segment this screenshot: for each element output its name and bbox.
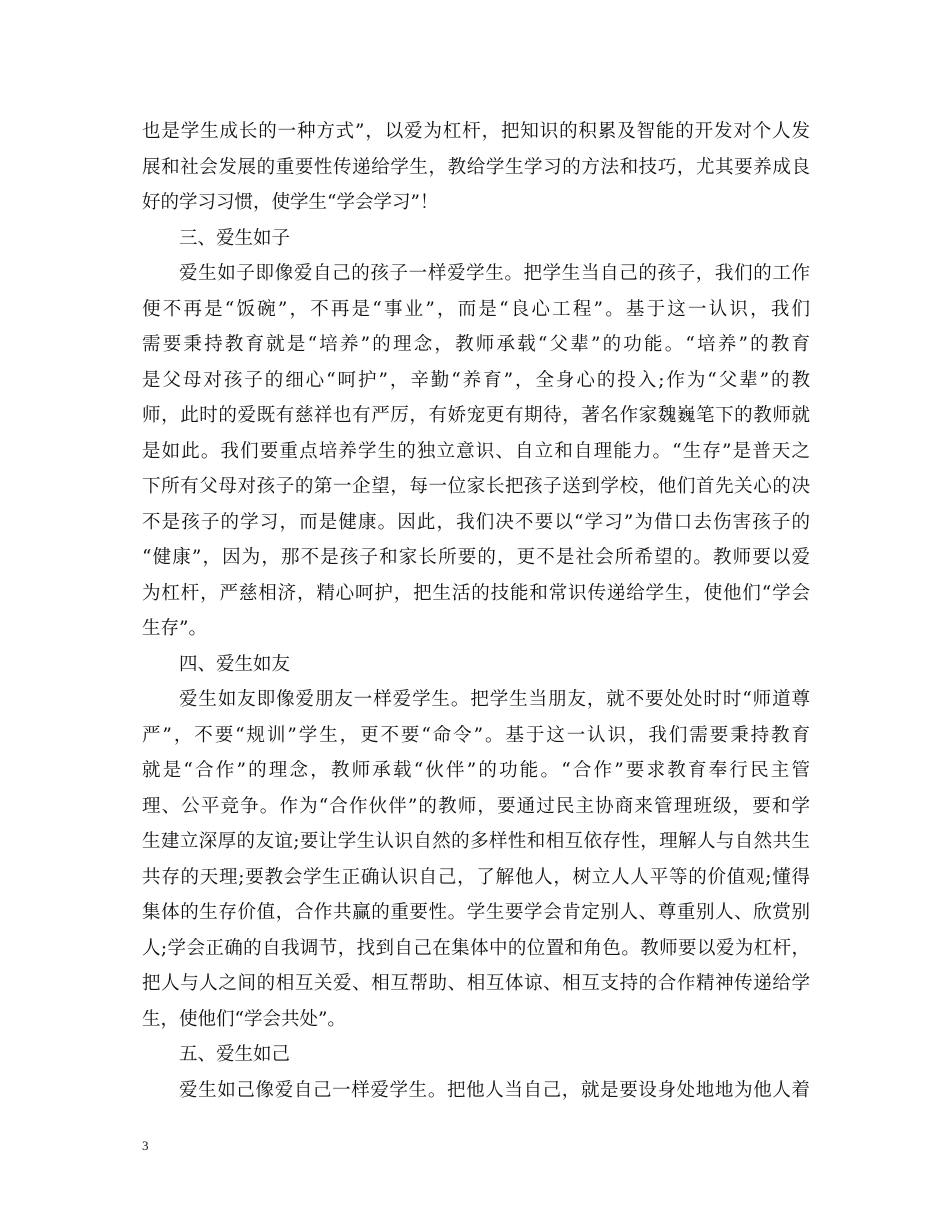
text-line: 为杠杆，严慈相济，精心呵护，把生活的技能和常识传递给学生，使他们“学会 bbox=[142, 582, 810, 604]
text-line: 生，使他们“学会共处”。 bbox=[142, 1008, 346, 1030]
text-line: 师，此时的爱既有慈祥也有严厉，有娇宠更有期待，著名作家魏巍笔下的教师就 bbox=[142, 405, 810, 426]
text-line: 生存”。 bbox=[142, 618, 207, 639]
text-line: 生建立深厚的友谊;要让学生认识自然的多样性和相互依存性，理解人与自然共生 bbox=[142, 831, 810, 852]
text-line: 下所有父母对孩子的第一企望，每一位家长把孩子送到学校，他们首先关心的决 bbox=[142, 476, 810, 497]
text-line: 好的学习习惯，使学生“学会学习”！ bbox=[142, 192, 439, 213]
text-line: 需要秉持教育就是“培养”的理念，教师承载“父辈”的功能。“培养”的教育 bbox=[142, 334, 810, 355]
text-line: 理、公平竞争。作为“合作伙伴”的教师，要通过民主协商来管理班级，要和学 bbox=[142, 795, 810, 817]
text-line: 也是学生成长的一种方式”，以爱为杠杆，把知识的积累及智能的开发对个人发 bbox=[142, 121, 810, 142]
text-line: 把人与人之间的相互关爱、相互帮助、相互体谅、相互支持的合作精神传递给学 bbox=[142, 973, 810, 994]
body-text bbox=[142, 114, 810, 1108]
text-line: “健康”，因为，那不是孩子和家长所要的，更不是社会所希望的。教师要以爱 bbox=[142, 547, 810, 568]
text-line: 就是“合作”的理念，教师承载“伙伴”的功能。“合作”要求教育奉行民主管 bbox=[142, 760, 810, 781]
text-line: 展和社会发展的重要性传递给学生，教给学生学习的方法和技巧，尤其要养成良 bbox=[142, 156, 810, 178]
text-line: 共存的天理;要教会学生正确认识自己，了解他人，树立人人平等的价值观;懂得 bbox=[142, 866, 810, 888]
text-line: 不是孩子的学习，而是健康。因此，我们决不要以“学习”为借口去伤害孩子的 bbox=[142, 511, 810, 533]
text-line: 集体的生存价值，合作共赢的重要性。学生要学会肯定别人、尊重别人、欣赏别 bbox=[142, 902, 810, 923]
text-line: 爱生如友即像爱朋友一样爱学生。把学生当朋友，就不要处处时时“师道尊 bbox=[179, 689, 810, 710]
text-line: 爱生如己像爱自己一样爱学生。把他人当自己，就是要设身处地地为他人着 bbox=[179, 1079, 810, 1101]
text-line: 便不再是“饭碗”，不再是“事业”，而是“良心工程”。基于这一认识，我们 bbox=[142, 298, 810, 320]
page-number: 3 bbox=[142, 1138, 149, 1153]
text-line: 严”，不要“规训”学生，更不要“命令”。基于这一认识，我们需要秉持教育 bbox=[142, 724, 810, 746]
text-line: 爱生如子即像爱自己的孩子一样爱学生。把学生当自己的孩子，我们的工作 bbox=[179, 263, 810, 284]
text-line: 是父母对孩子的细心“呵护”，辛勤“养育”，全身心的投入;作为“父辈”的教 bbox=[142, 369, 810, 391]
text-line: 人;学会正确的自我调节，找到自己在集体中的位置和角色。教师要以爱为杠杆， bbox=[142, 937, 810, 959]
text-line: 三、爱生如子 bbox=[179, 227, 291, 249]
text-line: 五、爱生如己 bbox=[179, 1044, 291, 1065]
text-line: 四、爱生如友 bbox=[179, 653, 291, 675]
text-line: 是如此。我们要重点培养学生的独立意识、自立和自理能力。“生存”是普天之 bbox=[142, 440, 810, 462]
